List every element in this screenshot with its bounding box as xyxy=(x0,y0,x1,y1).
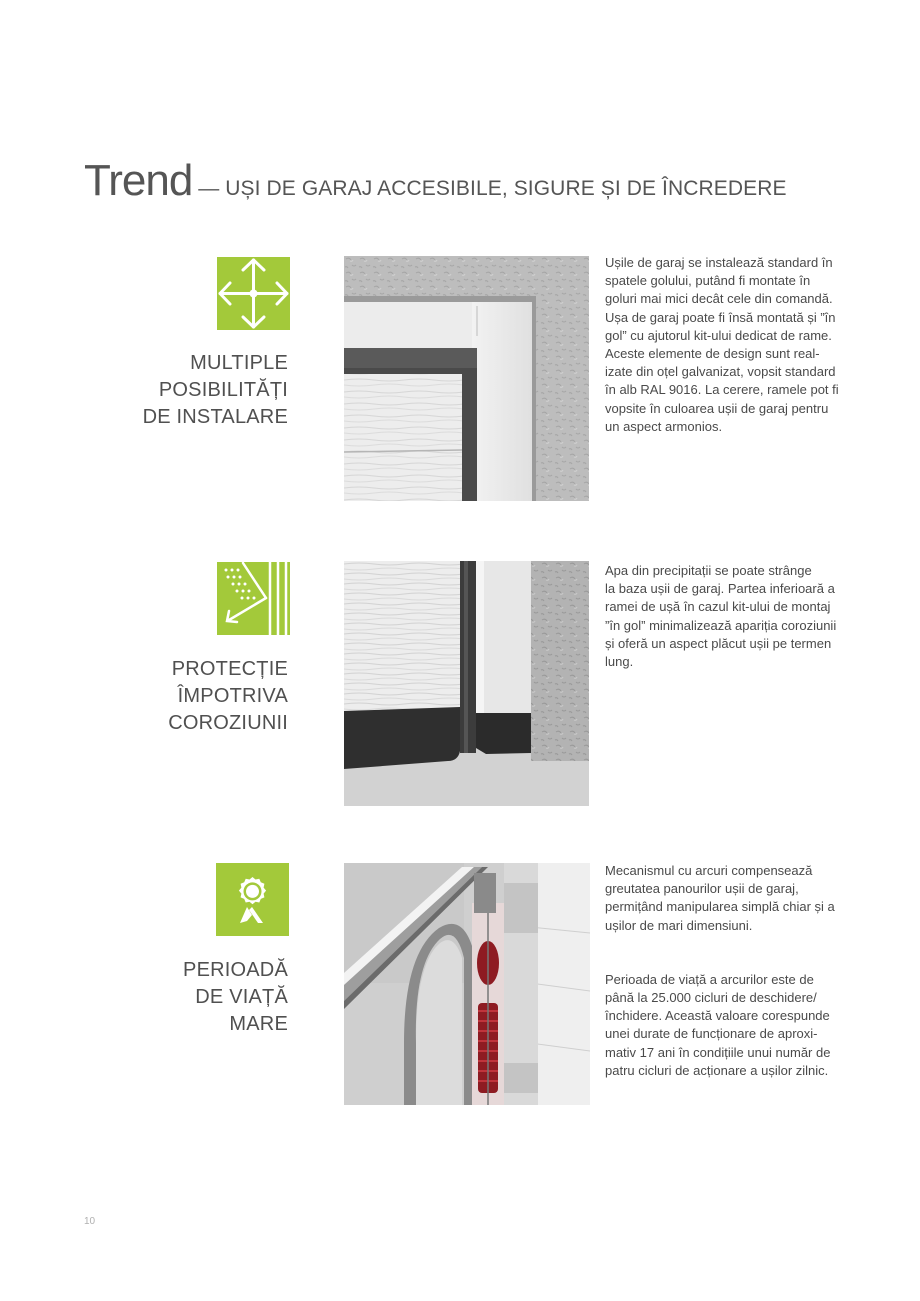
text-line: Mecanismul cu arcuri compensează xyxy=(605,863,813,878)
text-line: un aspect armonios. xyxy=(605,418,723,434)
label-line: MARE xyxy=(229,1013,288,1035)
garage-door-frame-base-photo xyxy=(344,561,589,806)
label-line: COROZIUNII xyxy=(168,712,288,734)
text-line: Apa din precipitații se poate strânge xyxy=(605,563,812,578)
text-line: ”în gol” minimalizează apariția coroziunii xyxy=(605,617,837,633)
text-line: permițând manipularea simplă chiar și a xyxy=(605,899,835,915)
page-title xyxy=(84,156,787,206)
page-title-subtitle: — UȘI DE GARAJ ACCESIBILE, SIGURE ȘI DE ÎNCREDERE xyxy=(192,177,787,200)
page-title-main: Trend xyxy=(84,156,193,205)
feature-description-installation xyxy=(605,254,855,436)
text-line: închidere. Această valoare corespunde xyxy=(605,1008,830,1024)
text-line: și oferă un aspect plăcut ușii pe termen xyxy=(605,635,832,651)
feature-description-corrosion xyxy=(605,562,855,671)
feature-label-installation xyxy=(88,350,288,431)
page-number: 10 xyxy=(84,1216,96,1227)
label-line: ÎMPOTRIVA xyxy=(177,685,288,707)
text-line: lung. xyxy=(605,654,634,670)
label-line: DE INSTALARE xyxy=(142,406,288,428)
label-line: POSIBILITĂȚI xyxy=(158,379,288,401)
feature-description-lifespan xyxy=(605,862,855,1080)
text-line: greutatea panourilor ușii de garaj, xyxy=(605,881,799,897)
expand-arrows-icon xyxy=(217,257,290,330)
text-line: mativ 17 ani în condițiile unui număr de xyxy=(605,1044,831,1060)
text-line: vopsite în culoarea ușii de garaj pentru xyxy=(605,400,829,416)
rain-deflection-icon xyxy=(217,562,290,635)
award-rosette-icon xyxy=(216,863,289,936)
text-line: în alb RAL 9016. La cerere, ramele pot fi xyxy=(605,382,839,398)
text-line: unei durate de funcționare de aproxi- xyxy=(605,1026,818,1042)
text-line: la baza ușii de garaj. Partea inferioară a xyxy=(605,581,835,597)
feature-label-corrosion xyxy=(88,656,288,737)
paragraph-gap xyxy=(605,935,855,971)
label-line: PROTECȚIE xyxy=(171,658,288,680)
text-line: ramei de ușă în cazul kit-ului de montaj xyxy=(605,599,831,615)
text-line: Ușile de garaj se instalează standard în xyxy=(605,255,833,270)
label-line: MULTIPLE xyxy=(190,352,288,374)
spring-mechanism-photo xyxy=(344,863,590,1105)
text-line: spatele golului, putând fi montate în xyxy=(605,273,811,289)
text-line: până la 25.000 cicluri de deschidere/ xyxy=(605,990,817,1006)
text-line: izate din oțel galvanizat, vopsit standard xyxy=(605,364,836,380)
text-line: Perioada de viață a arcurilor este de xyxy=(605,971,814,987)
text-line: patru cicluri de acționare a ușilor zilnic. xyxy=(605,1062,829,1078)
text-line: Ușa de garaj poate fi însă montată și ”în xyxy=(605,309,836,325)
text-line: Aceste elemente de design sunt real- xyxy=(605,346,820,362)
text-line: gol” cu ajutorul kit-ului dedicat de rame. xyxy=(605,327,832,343)
label-line: PERIOADĂ xyxy=(183,959,288,981)
label-line: DE VIAȚĂ xyxy=(195,986,288,1008)
text-line: goluri mai mici decât cele din comandă. xyxy=(605,291,833,307)
feature-label-lifespan xyxy=(88,957,288,1038)
text-line: ușilor de mari dimensiuni. xyxy=(605,917,753,933)
garage-door-frame-corner-photo xyxy=(344,256,589,501)
